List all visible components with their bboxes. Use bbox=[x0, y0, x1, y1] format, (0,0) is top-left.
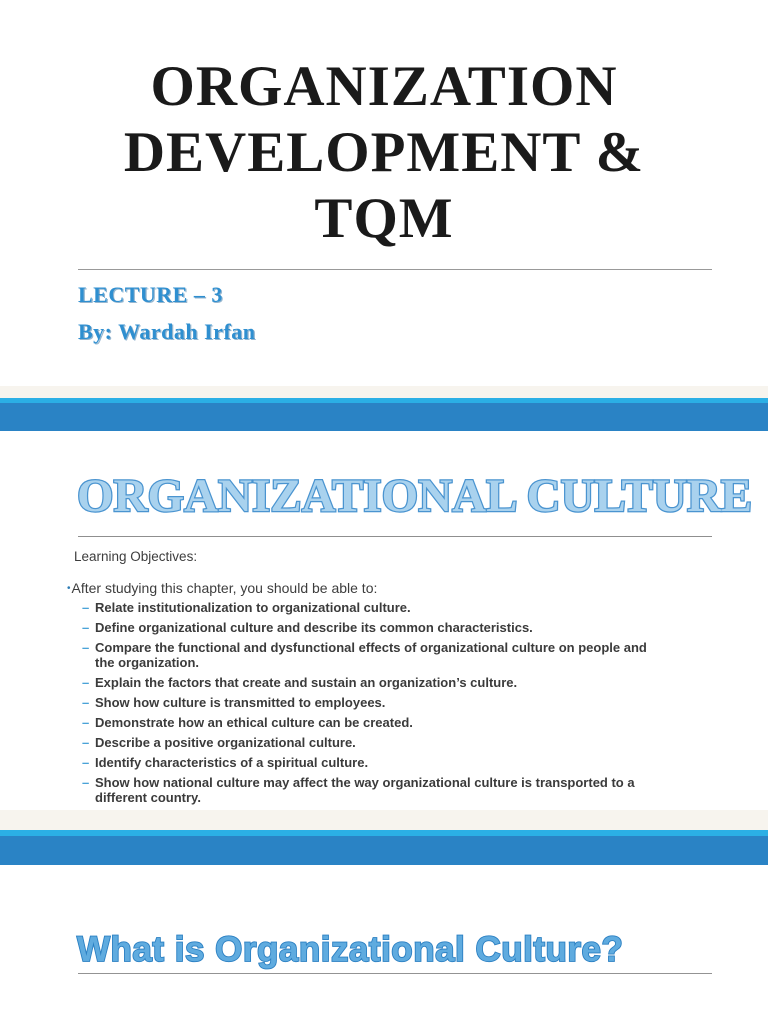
slide-title-divider bbox=[78, 536, 712, 537]
page-gap bbox=[0, 386, 768, 398]
accent-bar-dark bbox=[0, 836, 768, 865]
dash-bullet-icon: – bbox=[82, 735, 90, 750]
objective-text: Show how culture is transmitted to employees. bbox=[95, 695, 386, 710]
dash-bullet-icon: – bbox=[82, 715, 90, 730]
list-item bbox=[82, 640, 662, 670]
deck-title-line-2: DEVELOPMENT & bbox=[123, 121, 645, 184]
slide-title: What is Organizational Culture? bbox=[77, 930, 624, 969]
dash-bullet-icon: – bbox=[82, 695, 90, 710]
deck-title bbox=[0, 0, 768, 252]
objectives-intro bbox=[67, 580, 768, 596]
objective-text: Explain the factors that create and sustain an organization’s culture. bbox=[95, 675, 518, 690]
slide-page-3 bbox=[0, 830, 768, 1024]
title-divider-line bbox=[78, 269, 712, 270]
bullet-dot-icon: • bbox=[67, 583, 71, 594]
objective-text: Relate institutionalization to organizational culture. bbox=[95, 600, 411, 615]
objectives-intro-text: After studying this chapter, you should be able to: bbox=[71, 580, 378, 596]
objective-text: Identify characteristics of a spiritual culture. bbox=[95, 755, 369, 770]
list-item bbox=[82, 715, 662, 730]
objective-text: Describe a positive organizational culture. bbox=[95, 735, 356, 750]
author-subtitle: By: Wardah Irfan bbox=[78, 319, 256, 344]
dash-bullet-icon: – bbox=[82, 775, 90, 790]
page-gap bbox=[0, 810, 768, 830]
list-item bbox=[82, 620, 662, 635]
objective-text: Compare the functional and dysfunctional effects of organizational culture on people and the organization. bbox=[95, 640, 647, 670]
list-item bbox=[82, 775, 662, 805]
dash-bullet-icon: – bbox=[82, 620, 90, 635]
accent-bar-dark bbox=[0, 403, 768, 431]
learning-objectives-heading: Learning Objectives: bbox=[74, 549, 198, 564]
objective-text: Demonstrate how an ethical culture can be created. bbox=[95, 715, 413, 730]
slide-page-2 bbox=[0, 398, 768, 810]
slide-page-1 bbox=[0, 0, 768, 386]
list-item bbox=[82, 755, 662, 770]
deck-title-line-1: ORGANIZATION bbox=[150, 55, 618, 118]
objectives-list bbox=[82, 600, 662, 805]
objective-text: Define organizational culture and describe its common characteristics. bbox=[95, 620, 533, 635]
dash-bullet-icon: – bbox=[82, 600, 90, 615]
dash-bullet-icon: – bbox=[82, 675, 90, 690]
deck-title-line-3: TQM bbox=[314, 187, 454, 250]
dash-bullet-icon: – bbox=[82, 755, 90, 770]
lecture-subtitle: LECTURE – 3 bbox=[78, 282, 223, 307]
objective-text: Show how national culture may affect the way organizational culture is transported to a different country. bbox=[95, 775, 635, 805]
list-item bbox=[82, 600, 662, 615]
slide-title-divider bbox=[78, 973, 712, 974]
list-item bbox=[82, 735, 662, 750]
dash-bullet-icon: – bbox=[82, 640, 90, 655]
list-item bbox=[82, 675, 662, 690]
slide-title: ORGANIZATIONAL CULTURE bbox=[77, 470, 753, 522]
list-item bbox=[82, 695, 662, 710]
